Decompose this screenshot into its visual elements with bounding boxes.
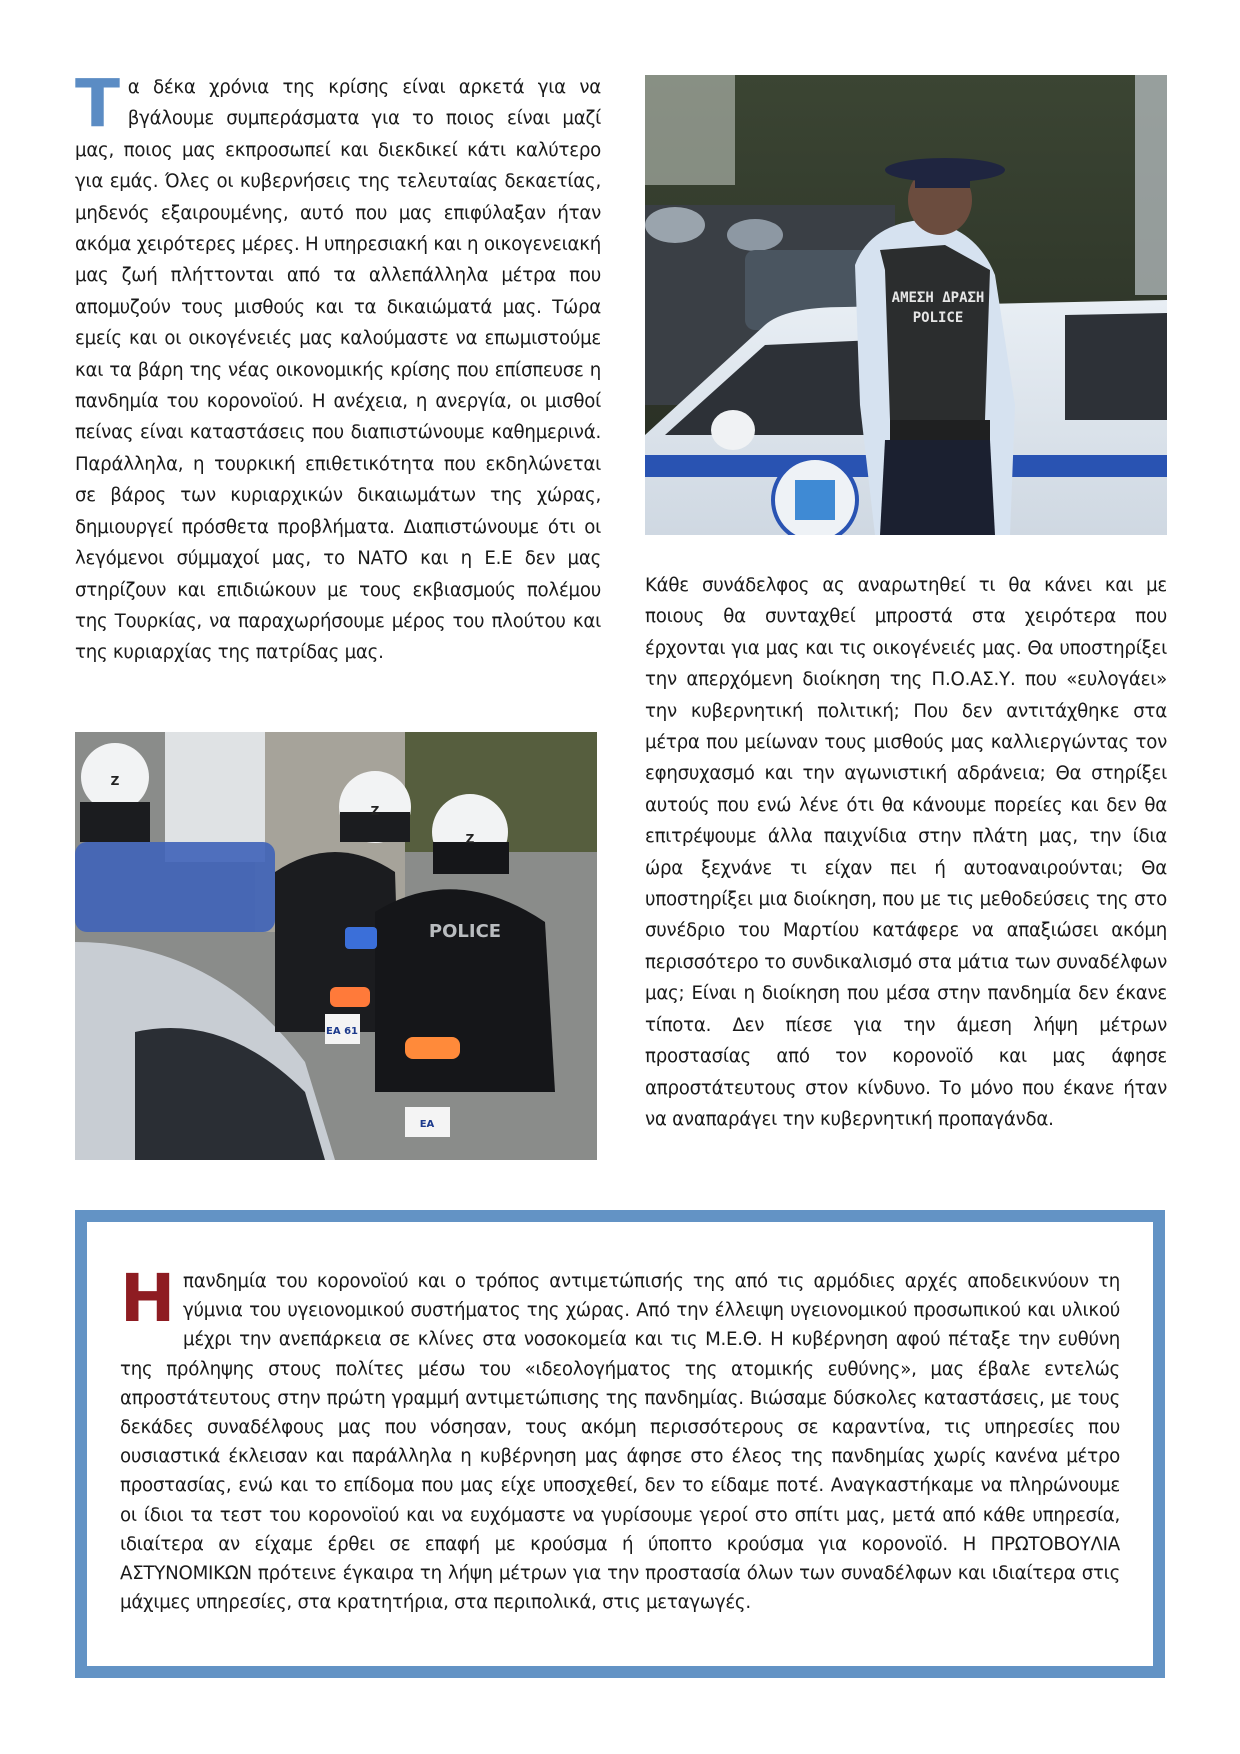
box-paragraph — [120, 1260, 1120, 1617]
helmet-mark-2: Z — [465, 832, 475, 846]
right-paragraph: Κάθε συνάδελφος ας αναρωτηθεί τι θα κάνει και με ποιους θα συνταχθεί μπροστά στα χειρότερα που έρχονται για μας και τις οικογένειές μας. Θα υποστηρίξει την απερχόμενη διοίκηση της Π.Ο.ΑΣ.Υ. που «ευλογάει» την κυβερνητική πολιτική; Που δεν αντιτάχθηκε στα μέτρα που μείωναν τους μισθούς μας καλλιεργώντας τον εφησυχασμό και την αγωνιστική αδράνεια; Θα στηρίξει αυτούς που ενώ λένε ότι θα κάνουμε πορείες και δεν θα επιτρέψουμε άλλα παιχνίδια στην πλάτη μας, την ίδια ώρα ξεχνάνε τι είχαν πει ή αυτοαναιρούνται; Θα υποστηρίξει μια διοίκηση, που με τις μεθοδεύσεις της στο συνέδριο του Μαρτίου κατάφερε να απαξιώσει ακόμη περισσότερο το συνδικαλισμό στα μάτια των συναδέλφων μας; Είναι η διοίκηση που μέσα στην πανδημία δεν έκανε τίποτα. Δεν πίεσε για την άμεση λήψη μέτρων προστασίας από τον κορονοϊό και μας άφησε απροστάτευτους στον κίνδυνο. Το μόνο που έκανε ήταν να αναπαράγει την κυβερνητική προπαγάνδα. — [645, 575, 1167, 1130]
highlight-box-text — [120, 1260, 1120, 1617]
jacket-police-text: POLICE — [428, 921, 502, 942]
photo-police-officer — [645, 75, 1167, 535]
photo-police-officer-illustration — [645, 75, 1167, 535]
vest-text-line2: POLICE — [912, 310, 964, 326]
helmet-mark-1: Z — [370, 804, 380, 818]
highlight-box — [75, 1210, 1165, 1678]
photo-police-motorcycles — [75, 732, 597, 1160]
right-column-text — [645, 570, 1167, 1135]
box-paragraph-body: πανδημία του κορονοϊού και ο τρόπος αντιμετώπισής της από τις αρμόδιες αρχές αποδεικνύουν τη γύμνια του υγειονομικού συστήματος της χώρας. Από την έλλειψη υγειονομικού προσωπικού και υλικού μέχρι την ανεπάρκεια σε κλίνες στα νοσοκομεία και τις Μ.Ε.Θ. Η κυβέρνηση αφού πέταξε την ευθύνη της πρόληψης στους πολίτες μέσω του «ιδεολογήματος της ατομικής ευθύνης», μας έβαλε εντελώς απροστάτευτους στην πρώτη γραμμή αντιμετώπισης της πανδημίας. Βιώσαμε δύσκολες καταστάσεις, με τους δεκάδες συναδέλφους μας που νόσησαν, τους ακόμη περισσότερους σε καραντίνα, τις υπηρεσίες που ουσιαστικά έκλεισαν και παράλληλα η κυβέρνηση μας άφησε στο έλεος της πανδημίας χωρίς κανένα μέτρο προστασίας, ενώ και το επίδομα που μας είχε υποσχεθεί, δεν το είδαμε ποτέ. Αναγκαστήκαμε να πληρώνουμε οι ίδιοι τα τεστ του κορονοϊού και να ευχόμαστε να γυρίσουμε γεροί στο σπίτι μας, μετά από κάθε υπηρεσία, ιδιαίτερα αν είχαμε έρθει σε επαφή με κρούσμα ή ύποπτο κρούσμα για κορονοϊό. Η ΠΡΩΤΟΒΟΥΛΙΑ ΑΣΤΥΝΟΜΙΚΩΝ πρότεινε έγκαιρα τη λήψη μέτρων για την προστασία όλων των συναδέλφων και ιδιαίτερα στις μάχιμες υπηρεσίες, στα κρατητήρια, στα περιπολικά, στις μεταγωγές. — [120, 1271, 1120, 1614]
dropcap-t: Τ — [75, 65, 120, 142]
photo-police-motorcycles-illustration — [75, 732, 597, 1160]
left-column-text — [75, 65, 601, 669]
helmet-mark-3: Z — [110, 774, 120, 788]
vest-text-line1: ΑΜΕΣΗ ΔΡΑΣΗ — [891, 290, 985, 306]
license-plate-1: ΕΑ 61 — [326, 1026, 358, 1037]
left-paragraph — [75, 65, 601, 669]
left-paragraph-body: α δέκα χρόνια της κρίσης είναι αρκετά για να βγάλουμε συμπεράσματα για το ποιος είναι μαζί μας, ποιος μας εκπροσωπεί και διεκδικεί κάτι καλύτερο για εμάς. Όλες οι κυβερνήσεις της τελευταίας δεκαετίας, μηδενός εξαιρουμένης, αυτό που μας επιφύλαξαν ήταν ακόμα χειρότερες μέρες. Η υπηρεσιακή και η οικογενειακή μας ζωή πλήττονται από τα αλλεπάλληλα μέτρα που απομυζούν τους μισθούς και τα δικαιώματά μας. Τώρα εμείς και οι οικογένειές μας καλούμαστε να επωμιστούμε και τα βάρη της νέας οικονομικής κρίσης που επίσπευσε η πανδημία του κορονοϊού. Η ανέχεια, η ανεργία, οι μισθοί πείνας είναι καταστάσεις που διαπιστώνουμε καθημερινά. Παράλληλα, η τουρκική επιθετικότητα που εκδηλώνεται σε βάρος των κυριαρχικών δικαιωμάτων της χώρας, δημιουργεί πρόσθετα προβλήματα. Διαπιστώνουμε ότι οι λεγόμενοι σύμμαχοί μας, το ΝΑΤΟ και η Ε.Ε δεν μας στηρίζουν και επιδιώκουν με τους εκβιασμούς πολέμου της Τουρκίας, να παραχωρήσουμε μέρος του πλούτου και της κυριαρχίας της πατρίδας μας. — [75, 77, 601, 664]
license-plate-2: ΕΑ — [419, 1119, 435, 1130]
dropcap-h: Η — [120, 1260, 175, 1337]
